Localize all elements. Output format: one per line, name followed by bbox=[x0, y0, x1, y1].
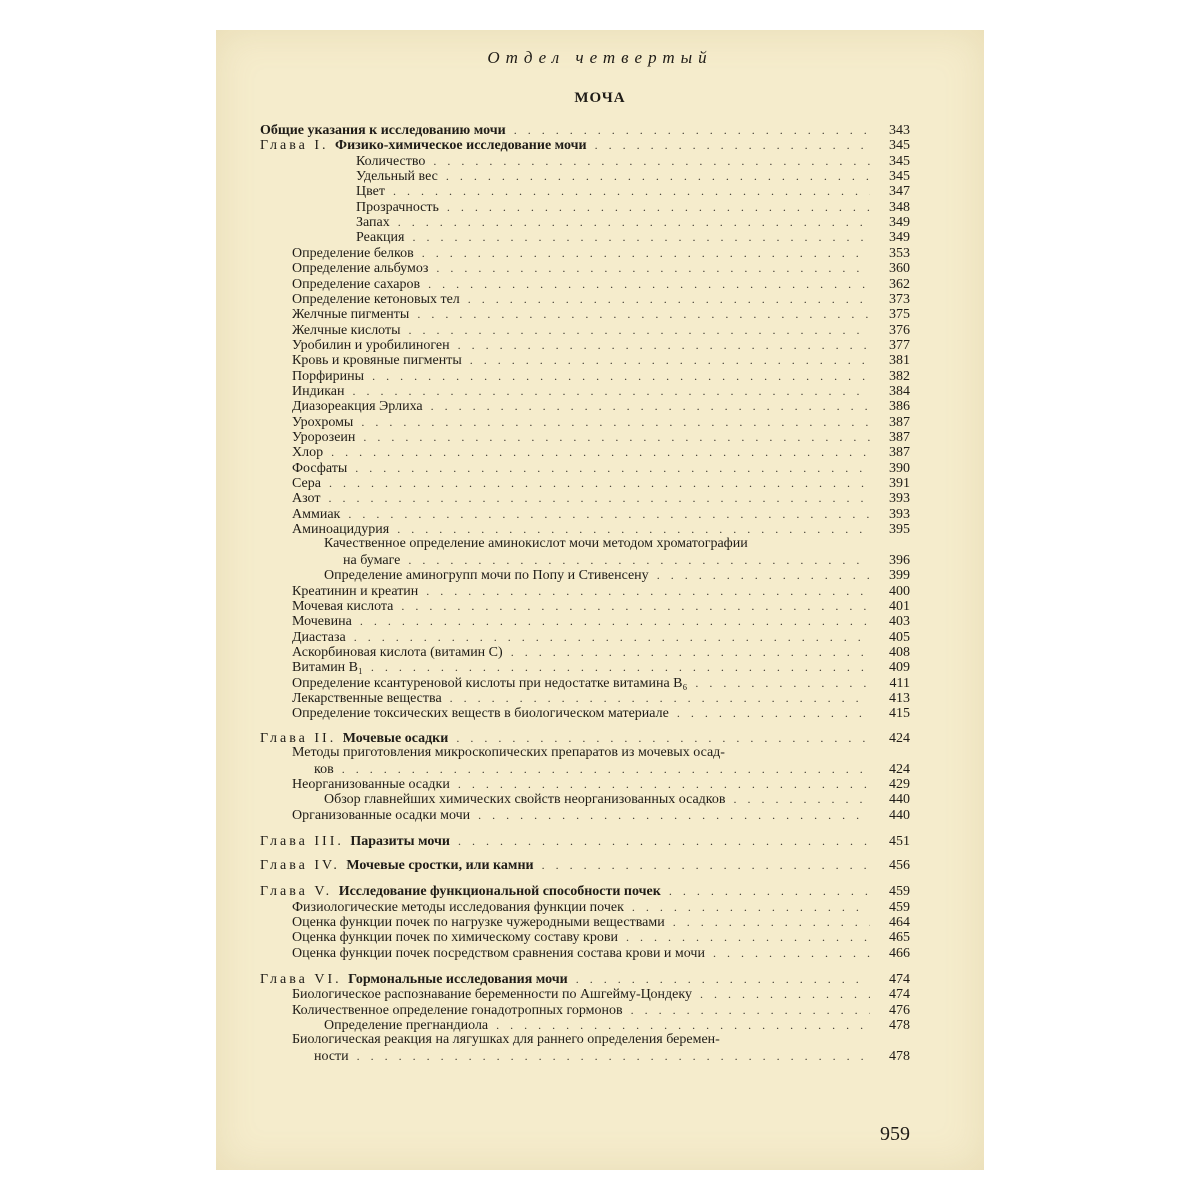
dot-leader bbox=[398, 214, 870, 230]
toc-page-number: 459 bbox=[889, 900, 910, 915]
toc-entry-text: Качественное определение аминокислот мочи методом хроматографии bbox=[324, 536, 748, 551]
toc-row bbox=[292, 899, 910, 915]
entry-title: Оценка функции почек по химическому составу крови bbox=[292, 930, 618, 945]
entry-title: Витамин B₁ bbox=[292, 660, 363, 675]
toc-page-number: 459 bbox=[889, 884, 910, 899]
entry-title: Оценка функции почек посредством сравнения состава крови и мочи bbox=[292, 946, 705, 961]
toc-row bbox=[292, 245, 910, 261]
dot-leader bbox=[626, 929, 870, 945]
toc-page-number: 405 bbox=[889, 630, 910, 645]
entry-title: Определение кетоновых тел bbox=[292, 292, 460, 307]
toc-row bbox=[292, 429, 910, 445]
chapter-prefix: Глава III. bbox=[260, 834, 351, 849]
toc-row bbox=[292, 613, 910, 629]
toc-page-number: 403 bbox=[889, 614, 910, 629]
toc-row bbox=[324, 791, 910, 807]
book-page bbox=[216, 30, 984, 1170]
dot-leader bbox=[371, 659, 870, 675]
toc-page-number: 424 bbox=[889, 731, 910, 746]
toc-chapter-row bbox=[260, 857, 910, 873]
dot-leader bbox=[542, 857, 870, 873]
entry-title: Определение токсических веществ в биологическом материале bbox=[292, 706, 669, 721]
document-title: МОЧА bbox=[574, 90, 626, 106]
toc-page-number: 429 bbox=[889, 777, 910, 792]
dot-leader bbox=[631, 1002, 870, 1018]
toc-row bbox=[292, 306, 910, 322]
entry-title: Обзор главнейших химических свойств неорганизованных осадков bbox=[324, 792, 726, 807]
toc-row bbox=[292, 807, 910, 823]
entry-title: Креатинин и креатин bbox=[292, 584, 419, 599]
toc-entry-label bbox=[314, 1049, 349, 1065]
dot-leader bbox=[363, 429, 870, 445]
toc-row bbox=[292, 490, 910, 506]
dot-leader bbox=[734, 791, 870, 807]
dot-leader bbox=[412, 229, 870, 245]
toc-page-number: 396 bbox=[889, 553, 910, 568]
toc-row bbox=[292, 337, 910, 353]
toc-entry-label bbox=[292, 946, 705, 962]
toc-page-number: 393 bbox=[889, 507, 910, 522]
entry-title: Мочевые сростки, или камни bbox=[346, 858, 534, 873]
toc-page-number: 353 bbox=[889, 246, 910, 261]
entry-title: Уробилин и уробилиноген bbox=[292, 338, 450, 353]
dot-leader bbox=[468, 291, 870, 307]
dot-leader bbox=[355, 460, 870, 476]
toc-entry-label bbox=[292, 930, 618, 946]
toc-page-number: 409 bbox=[889, 660, 910, 675]
entry-title: Гормональные исследования мочи bbox=[348, 972, 568, 987]
toc-page-number: 345 bbox=[889, 154, 910, 169]
toc-page-number: 415 bbox=[889, 706, 910, 721]
entry-title: Определение альбумоз bbox=[292, 261, 429, 276]
toc-page-number: 424 bbox=[889, 762, 910, 777]
toc-page-number: 400 bbox=[889, 584, 910, 599]
dot-leader bbox=[458, 337, 870, 353]
entry-title: Лекарственные вещества bbox=[292, 691, 442, 706]
entry-title: Исследование функциональной способности почек bbox=[338, 884, 661, 899]
dot-leader bbox=[329, 490, 871, 506]
toc-page-number: 464 bbox=[889, 915, 910, 930]
entry-title: Сера bbox=[292, 476, 321, 491]
toc-entry-label bbox=[292, 261, 428, 277]
entry-title: Аскорбиновая кислота (витамин С) bbox=[292, 645, 503, 660]
entry-title: Кровь и кровяные пигменты bbox=[292, 353, 462, 368]
dot-leader bbox=[470, 352, 870, 368]
toc-row bbox=[324, 567, 910, 583]
toc-page-number: 474 bbox=[889, 987, 910, 1002]
toc-page-number: 401 bbox=[889, 599, 910, 614]
toc-row bbox=[292, 1002, 910, 1018]
dot-leader bbox=[401, 598, 870, 614]
toc-page-number: 451 bbox=[889, 834, 910, 849]
toc-entry-label bbox=[292, 987, 692, 1003]
chapter-prefix: Глава II. bbox=[260, 731, 343, 746]
toc-row bbox=[292, 690, 910, 706]
dot-leader bbox=[595, 137, 870, 153]
dot-leader bbox=[450, 690, 870, 706]
toc-entry-label bbox=[292, 445, 323, 461]
dot-leader bbox=[397, 521, 870, 537]
toc-row bbox=[292, 598, 910, 614]
toc-page-number: 478 bbox=[889, 1018, 910, 1033]
toc-row bbox=[292, 368, 910, 384]
entry-title: Желчные пигменты bbox=[292, 307, 410, 322]
dot-leader bbox=[478, 807, 870, 823]
toc-page-number: 384 bbox=[889, 384, 910, 399]
page-number: 959 bbox=[880, 1123, 910, 1145]
toc-row bbox=[292, 629, 910, 645]
chapter-prefix: Глава I. bbox=[260, 138, 336, 153]
dot-leader bbox=[372, 368, 870, 384]
entry-title: Уророзеин bbox=[292, 430, 356, 445]
toc-page-number: 440 bbox=[889, 808, 910, 823]
dot-leader bbox=[408, 552, 870, 568]
entry-title: Паразиты мочи bbox=[350, 834, 451, 849]
dot-leader bbox=[422, 245, 870, 261]
entry-title: Запах bbox=[356, 215, 390, 230]
toc-entry-label bbox=[356, 184, 385, 200]
toc-row bbox=[260, 122, 910, 138]
dot-leader bbox=[342, 761, 870, 777]
toc-row bbox=[292, 776, 910, 792]
entry-title: Азот bbox=[292, 491, 321, 506]
dot-leader bbox=[409, 322, 870, 338]
toc-page-number: 376 bbox=[889, 323, 910, 338]
entry-title: Общие указания к исследованию мочи bbox=[260, 123, 506, 138]
toc-page-number: 382 bbox=[889, 369, 910, 384]
toc-row bbox=[292, 521, 910, 537]
toc-row bbox=[292, 945, 910, 961]
toc-page-number: 387 bbox=[889, 415, 910, 430]
toc-page-number: 387 bbox=[889, 430, 910, 445]
toc-page-number: 343 bbox=[889, 123, 910, 138]
dot-leader bbox=[446, 168, 870, 184]
dot-leader bbox=[426, 583, 870, 599]
toc-row bbox=[314, 761, 910, 777]
entry-title: на бумаге bbox=[343, 553, 401, 568]
entry-title: Определение белков bbox=[292, 246, 414, 261]
chapter-prefix: Глава IV. bbox=[260, 858, 347, 873]
toc-entry-label bbox=[260, 858, 534, 874]
dot-leader bbox=[393, 183, 870, 199]
toc-entry-label bbox=[292, 307, 409, 323]
toc-row bbox=[292, 914, 910, 930]
toc-page-number: 345 bbox=[889, 169, 910, 184]
toc-row bbox=[292, 291, 910, 307]
toc-chapter-row bbox=[260, 971, 910, 987]
toc-row bbox=[292, 276, 910, 292]
dot-leader bbox=[514, 122, 870, 138]
toc-page-number: 391 bbox=[889, 476, 910, 491]
toc-page-number: 373 bbox=[889, 292, 910, 307]
toc-row bbox=[292, 929, 910, 945]
toc-row bbox=[292, 675, 910, 691]
toc-row bbox=[292, 352, 910, 368]
toc-row bbox=[292, 260, 910, 276]
dot-leader bbox=[677, 705, 870, 721]
dot-leader bbox=[428, 276, 870, 292]
toc-row bbox=[356, 199, 910, 215]
toc-entry-label bbox=[292, 614, 352, 630]
dot-leader bbox=[360, 613, 870, 629]
toc-row bbox=[356, 214, 910, 230]
toc-page-number: 347 bbox=[889, 184, 910, 199]
dot-leader bbox=[331, 444, 870, 460]
toc-page-number: 411 bbox=[889, 676, 910, 691]
dot-leader bbox=[357, 1048, 870, 1064]
toc-entry-text: Биологическая реакция на лягушках для раннего определения беремен- bbox=[292, 1032, 720, 1047]
entry-title: Индикан bbox=[292, 384, 345, 399]
entry-title: ности bbox=[314, 1049, 349, 1064]
dot-leader bbox=[417, 306, 870, 322]
entry-title: Количественное определение гонадотропных гормонов bbox=[292, 1003, 623, 1018]
toc-entry-label bbox=[324, 792, 726, 808]
toc-page-number: 387 bbox=[889, 445, 910, 460]
toc-page-number: 345 bbox=[889, 138, 910, 153]
toc-row bbox=[292, 705, 910, 721]
toc-row bbox=[292, 414, 910, 430]
entry-title: Определение сахаров bbox=[292, 277, 421, 292]
entry-title: Организованные осадки мочи bbox=[292, 808, 471, 823]
entry-title: Физико-химическое исследование мочи bbox=[335, 138, 587, 153]
toc-row bbox=[292, 506, 910, 522]
dot-leader bbox=[329, 475, 870, 491]
chapter-prefix: Глава V. bbox=[260, 884, 339, 899]
dot-leader bbox=[496, 1017, 870, 1033]
toc-page-number: 399 bbox=[889, 568, 910, 583]
entry-title: Прозрачность bbox=[356, 200, 439, 215]
dot-leader bbox=[632, 899, 870, 915]
dot-leader bbox=[447, 199, 870, 215]
dot-leader bbox=[657, 567, 870, 583]
entry-title: Неорганизованные осадки bbox=[292, 777, 450, 792]
toc-page-number: 381 bbox=[889, 353, 910, 368]
toc-row bbox=[292, 659, 910, 675]
toc-entry-label bbox=[260, 884, 661, 900]
entry-title: Хлор bbox=[292, 445, 324, 460]
toc-chapter-row bbox=[260, 883, 910, 899]
toc-entry-label bbox=[292, 706, 669, 722]
toc-page-number: 474 bbox=[889, 972, 910, 987]
dot-leader bbox=[436, 260, 870, 276]
entry-title: Физиологические методы исследования функции почек bbox=[292, 900, 624, 915]
toc-row bbox=[292, 460, 910, 476]
toc-entry-label bbox=[356, 230, 404, 246]
dot-leader bbox=[348, 506, 870, 522]
toc-row bbox=[343, 552, 910, 568]
entry-title: Порфирины bbox=[292, 369, 365, 384]
entry-title: Аминоацидурия bbox=[292, 522, 390, 537]
toc-page-number: 466 bbox=[889, 946, 910, 961]
toc-page-number: 390 bbox=[889, 461, 910, 476]
toc-entry-label bbox=[324, 568, 649, 584]
dot-leader bbox=[354, 629, 870, 645]
toc-entry-label bbox=[292, 491, 321, 507]
entry-title: Цвет bbox=[356, 184, 385, 199]
dot-leader bbox=[433, 153, 870, 169]
toc-entry-label bbox=[292, 353, 462, 369]
entry-title: Мочевина bbox=[292, 614, 352, 629]
toc-page-number: 395 bbox=[889, 522, 910, 537]
toc-row bbox=[356, 168, 910, 184]
toc-row bbox=[292, 322, 910, 338]
toc-page-number: 386 bbox=[889, 399, 910, 414]
toc-page-number: 413 bbox=[889, 691, 910, 706]
toc-row bbox=[324, 1017, 910, 1033]
toc-page-number: 393 bbox=[889, 491, 910, 506]
toc-row bbox=[292, 398, 910, 414]
entry-title: Фосфаты bbox=[292, 461, 348, 476]
toc-page-number: 377 bbox=[889, 338, 910, 353]
toc-chapter-row bbox=[260, 730, 910, 746]
toc-page-number: 408 bbox=[889, 645, 910, 660]
toc-entry-label bbox=[260, 834, 450, 850]
toc-row bbox=[314, 1048, 910, 1064]
entry-title: Определение аминогрупп мочи по Попу и Стивенсену bbox=[324, 568, 649, 583]
toc-row bbox=[292, 986, 910, 1002]
entry-title: Удельный вес bbox=[356, 169, 438, 184]
toc-row bbox=[292, 644, 910, 660]
section-title: Отдел четвертый bbox=[487, 48, 713, 67]
entry-title: Оценка функции почек по нагрузке чужеродными веществами bbox=[292, 915, 665, 930]
toc-page-number: 349 bbox=[889, 230, 910, 245]
toc-entry-label bbox=[292, 399, 423, 415]
dot-leader bbox=[458, 776, 870, 792]
toc-row bbox=[356, 229, 910, 245]
dot-leader bbox=[456, 730, 870, 746]
toc-entry-label bbox=[292, 808, 470, 824]
toc-page-number: 476 bbox=[889, 1003, 910, 1018]
entry-title: Определение ксантуреновой кислоты при недостатке витамина B₆ bbox=[292, 676, 688, 691]
entry-title: Диастаза bbox=[292, 630, 346, 645]
chapter-prefix: Глава VI. bbox=[260, 972, 349, 987]
toc-row bbox=[292, 583, 910, 599]
toc-page-number: 465 bbox=[889, 930, 910, 945]
toc-page-number: 456 bbox=[889, 858, 910, 873]
dot-leader bbox=[669, 883, 870, 899]
toc-entry-label bbox=[292, 660, 363, 676]
toc-row bbox=[292, 444, 910, 460]
entry-title: Определение прегнандиола bbox=[324, 1018, 489, 1033]
toc-page-number: 362 bbox=[889, 277, 910, 292]
dot-leader bbox=[458, 833, 870, 849]
entry-title: Диазореакция Эрлиха bbox=[292, 399, 423, 414]
toc-page-number: 375 bbox=[889, 307, 910, 322]
entry-title: Аммиак bbox=[292, 507, 341, 522]
entry-title: Количество bbox=[356, 154, 426, 169]
toc-page-number: 348 bbox=[889, 200, 910, 215]
toc-row bbox=[356, 183, 910, 199]
toc-row bbox=[292, 383, 910, 399]
toc-page-number: 349 bbox=[889, 215, 910, 230]
dot-leader bbox=[700, 986, 870, 1002]
toc-page-number: 360 bbox=[889, 261, 910, 276]
toc-entry-text: Методы приготовления микроскопических препаратов из мочевых осад- bbox=[292, 745, 725, 760]
dot-leader bbox=[353, 383, 870, 399]
dot-leader bbox=[673, 914, 870, 930]
dot-leader bbox=[361, 414, 870, 430]
toc-row bbox=[356, 153, 910, 169]
entry-title: Урохромы bbox=[292, 415, 354, 430]
entry-title: Мочевая кислота bbox=[292, 599, 394, 614]
dot-leader bbox=[511, 644, 870, 660]
toc-chapter-row bbox=[260, 137, 910, 153]
toc-entry-label bbox=[260, 138, 587, 154]
dot-leader bbox=[713, 945, 870, 961]
entry-title: Биологическое распознавание беременности по Ашгейму-Цондеку bbox=[292, 987, 692, 1002]
dot-leader bbox=[431, 398, 870, 414]
toc-page-number: 440 bbox=[889, 792, 910, 807]
toc-chapter-row bbox=[260, 833, 910, 849]
entry-title: Мочевые осадки bbox=[342, 731, 449, 746]
entry-title: Желчные кислоты bbox=[292, 323, 401, 338]
dot-leader bbox=[576, 971, 870, 987]
entry-title: Реакция bbox=[356, 230, 405, 245]
entry-title: ков bbox=[314, 762, 334, 777]
toc-page-number: 478 bbox=[889, 1049, 910, 1064]
dot-leader bbox=[695, 675, 870, 691]
toc-row bbox=[292, 475, 910, 491]
